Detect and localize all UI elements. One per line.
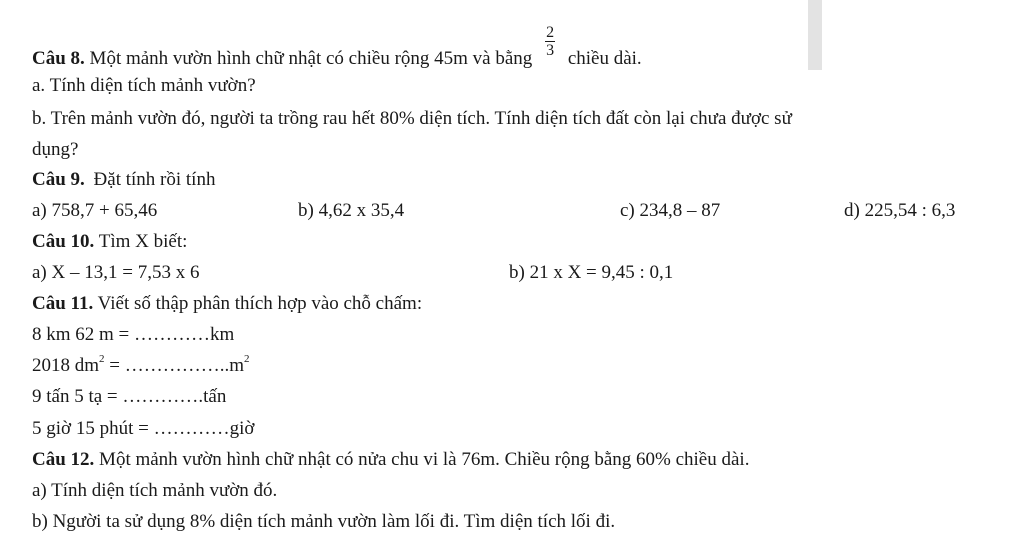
q10-a: a) X – 13,1 = 7,53 x 6 (32, 262, 200, 283)
q12-line (32, 449, 749, 471)
q11-l1: 8 km 62 m = …………km (32, 324, 235, 345)
q12-a: a) Tính diện tích mảnh vườn đó. (32, 480, 278, 501)
q10-label: Câu 10. (32, 231, 95, 252)
q11-l2 (32, 352, 250, 377)
q8-label: Câu 8. (32, 47, 85, 69)
q11-l2-sup1: 2 (99, 352, 105, 365)
q11-l2-sup2: 2 (244, 352, 250, 365)
q11-text: Viết số thập phân thích hợp vào chỗ chấm: (97, 293, 423, 314)
q8-b-line1: b. Trên mảnh vườn đó, người ta trồng rau hết 80% diện tích. Tính diện tích đất còn lại chưa được sử (32, 108, 792, 129)
q8-fraction-denominator: 3 (546, 42, 555, 59)
q8-fraction-numerator: 2 (546, 24, 555, 41)
q9-a: a) 758,7 + 65,46 (32, 200, 158, 221)
q11-l2-pre: 2018 dm (32, 355, 100, 376)
q11-l4: 5 giờ 15 phút = …………giờ (32, 418, 255, 439)
q9-c: c) 234,8 – 87 (620, 200, 721, 221)
q8-text-before: Một mảnh vườn hình chữ nhật có chiều rộng 45m và bằng (89, 47, 533, 69)
q8-fraction (545, 24, 555, 59)
q11-l2-mid: = ……………..m (104, 355, 245, 376)
q10-text: Tìm X biết: (98, 231, 188, 252)
q9-d: d) 225,54 : 6,3 (844, 200, 956, 221)
q9-text: Đặt tính rồi tính (93, 169, 216, 190)
q8-b-line2: dụng? (32, 139, 79, 160)
q8-text-after: chiều dài. (567, 47, 642, 69)
q12-b: b) Người ta sử dụng 8% diện tích mảnh vườn làm lối đi. Tìm diện tích lối đi. (32, 511, 616, 532)
q11-line (32, 293, 422, 315)
q10-line (32, 231, 187, 253)
q12-text: Một mảnh vườn hình chữ nhật có nửa chu vi là 76m. Chiều rộng bằng 60% chiều dài. (99, 449, 750, 470)
q9-b: b) 4,62 x 35,4 (298, 200, 405, 221)
scrollbar-edge (808, 0, 822, 70)
q9-line (32, 169, 215, 191)
q12-label: Câu 12. (32, 449, 95, 470)
q8-line (32, 24, 642, 77)
q11-label: Câu 11. (32, 293, 94, 314)
q11-l3: 9 tấn 5 tạ = ………….tấn (32, 386, 227, 407)
q9-label: Câu 9. (32, 169, 85, 190)
q10-b: b) 21 x X = 9,45 : 0,1 (509, 262, 674, 283)
q8-a: a. Tính diện tích mảnh vườn? (32, 75, 256, 96)
